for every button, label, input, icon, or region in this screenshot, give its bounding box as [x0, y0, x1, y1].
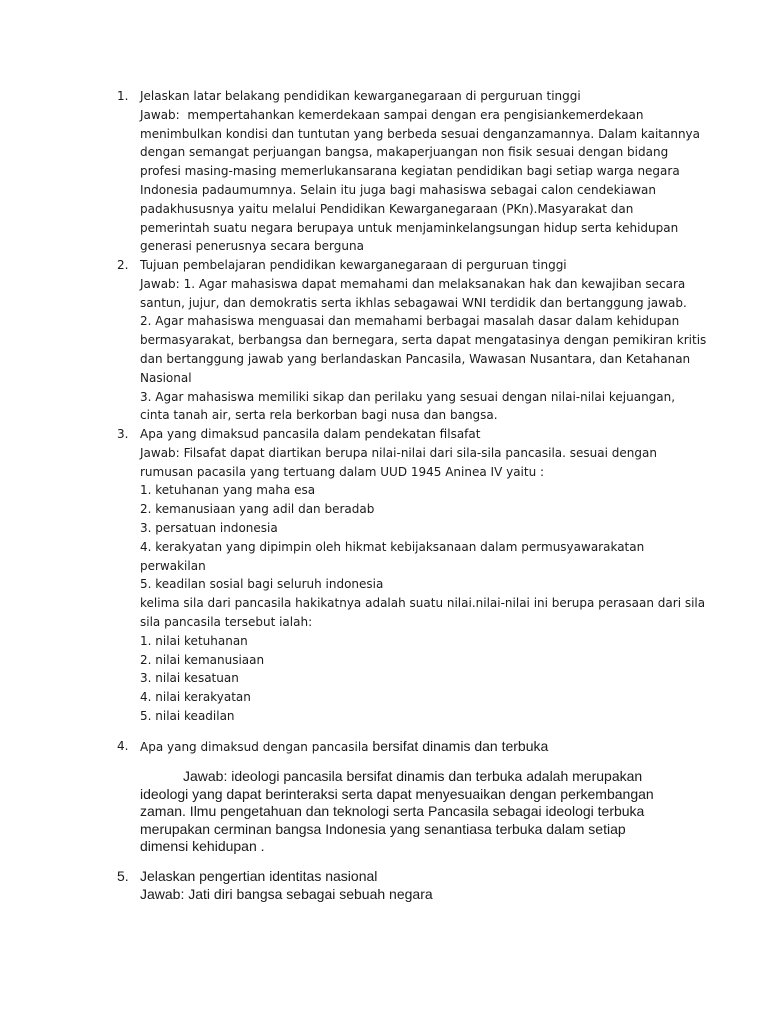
- answer-line: generasi penerusnya secara berguna: [140, 239, 364, 254]
- answer-line: pemerintah suatu negara berupaya untuk menjaminkelangsungan hidup serta kehidupan: [140, 220, 679, 235]
- answer-line: 1. Agar mahasiswa dapat memahami dan melaksanakan hak dan kewajiban secara: [183, 276, 686, 291]
- question-text: Tujuan pembelajaran pendidikan kewarganegaraan di perguruan tinggi: [140, 258, 567, 272]
- answer-line: 4. nilai kerakyatan: [140, 690, 251, 705]
- question-text-part1: Apa yang dimaksud dengan pancasila: [140, 740, 369, 754]
- question-number: 4.: [117, 739, 129, 753]
- answer-line: dan bertanggung jawab yang berlandaskan Pancasila, Wawasan Nusantara, dan Ketahanan: [140, 351, 691, 366]
- question-text-part2: bersifat dinamis dan terbuka: [368, 738, 549, 754]
- answer-line: perwakilan: [140, 558, 206, 573]
- answer-line: cinta tanah air, serta rela berkorban bagi nusa dan bangsa.: [140, 408, 498, 423]
- answer-line: mempertahankan kemerdekaan sampai dengan era pengisiankemerdekaan: [187, 107, 644, 122]
- answer-line: 3. persatuan indonesia: [140, 520, 278, 535]
- answer-line: 2. Agar mahasiswa menguasai dan memahami berbagai masalah dasar dalam kehidupan: [140, 314, 680, 329]
- question-text: Jelaskan latar belakang pendidikan kewarganegaraan di perguruan tinggi: [140, 89, 581, 103]
- answer-line: Nasional: [140, 370, 192, 385]
- answer-line: Jawab: Jati diri bangsa sebagai sebuah negara: [140, 885, 433, 902]
- answer-line: bermasyarakat, berbangsa dan bernegara, serta dapat mengatasinya dengan pemikiran kritis: [140, 333, 707, 348]
- answer-line: 2. kemanusiaan yang adil dan beradab: [140, 502, 375, 517]
- question-text: [140, 737, 680, 756]
- question-number: 2.: [117, 258, 129, 272]
- answer-label: Jawab:: [140, 107, 180, 122]
- answer-line: zaman. Ilmu pengetahuan dan teknologi serta Pancasila sebagai ideologi terbuka: [140, 803, 645, 819]
- answer-line: 1. ketuhanan yang maha esa: [140, 483, 316, 498]
- answer-line: sila pancasila tersebut ialah:: [140, 614, 313, 629]
- answer-line: dengan semangat perjuangan bangsa, makaperjuangan non fisik sesuai dengan bidang: [140, 145, 669, 160]
- answer-line: santun, jujur, dan demokratis serta ikhlas sebagawai WNI terdidik dan bertanggung jawab.: [140, 295, 687, 310]
- answer-line: padakhususnya yaitu melalui Pendidikan Kewarganegaraan (PKn).Masyarakat dan: [140, 201, 634, 216]
- answer-line: 5. nilai keadilan: [140, 708, 235, 723]
- answer-line: 2. nilai kemanusiaan: [140, 652, 265, 667]
- question-number: 3.: [117, 427, 129, 441]
- answer-line: menimbulkan kondisi dan tuntutan yang berbeda sesuai denganzamannya. Dalam kaitannya: [140, 126, 700, 141]
- answer-line: 5. keadilan sosial bagi seluruh indonesia: [140, 577, 384, 592]
- question-text: Apa yang dimaksud pancasila dalam pendekatan filsafat: [140, 427, 481, 441]
- answer-line: profesi masing-masing memerlukansarana kegiatan pendidikan bagi setiap warga negara: [140, 164, 680, 179]
- answer-line: Filsafat dapat diartikan berupa nilai-nilai dari sila-sila pancasila. sesuai dengan: [183, 445, 657, 460]
- answer-line: 3. Agar mahasiswa memiliki sikap dan perilaku yang sesuai dengan nilai-nilai kejuangan,: [140, 389, 676, 404]
- answer-line: merupakan cerminan bangsa Indonesia yang senantiasa terbuka dalam setiap: [140, 820, 626, 837]
- answer-label: Jawab:: [140, 276, 180, 291]
- answer-label: Jawab:: [140, 445, 180, 460]
- answer-line: 1. nilai ketuhanan: [140, 633, 248, 648]
- answer-line: 3. nilai kesatuan: [140, 671, 239, 686]
- answer-line: kelima sila dari pancasila hakikatnya adalah suatu nilai.nilai-nilai ini berupa perasaan dari sila: [140, 596, 706, 611]
- question-number: 5.: [117, 868, 129, 884]
- answer-line: Jawab: ideologi pancasila bersifat dinamis dan terbuka adalah merupakan: [183, 768, 643, 784]
- answer-line: dimensi kehidupan .: [140, 838, 265, 854]
- answer-line: Indonesia padaumumnya. Selain itu juga bagi mahasiswa sebagai calon cendekiawan: [140, 182, 657, 197]
- question-text: Jelaskan pengertian identitas nasional: [140, 868, 378, 884]
- question-number: 1.: [117, 89, 129, 103]
- answer-line: rumusan pacasila yang tertuang dalam UUD 1945 Aninea IV yaitu :: [140, 464, 545, 479]
- answer-line: 4. kerakyatan yang dipimpin oleh hikmat kebijaksanaan dalam permusyawarakatan: [140, 539, 645, 554]
- answer-line: ideologi yang dapat berinteraksi serta dapat menyesuaikan dengan perkembangan: [140, 785, 654, 802]
